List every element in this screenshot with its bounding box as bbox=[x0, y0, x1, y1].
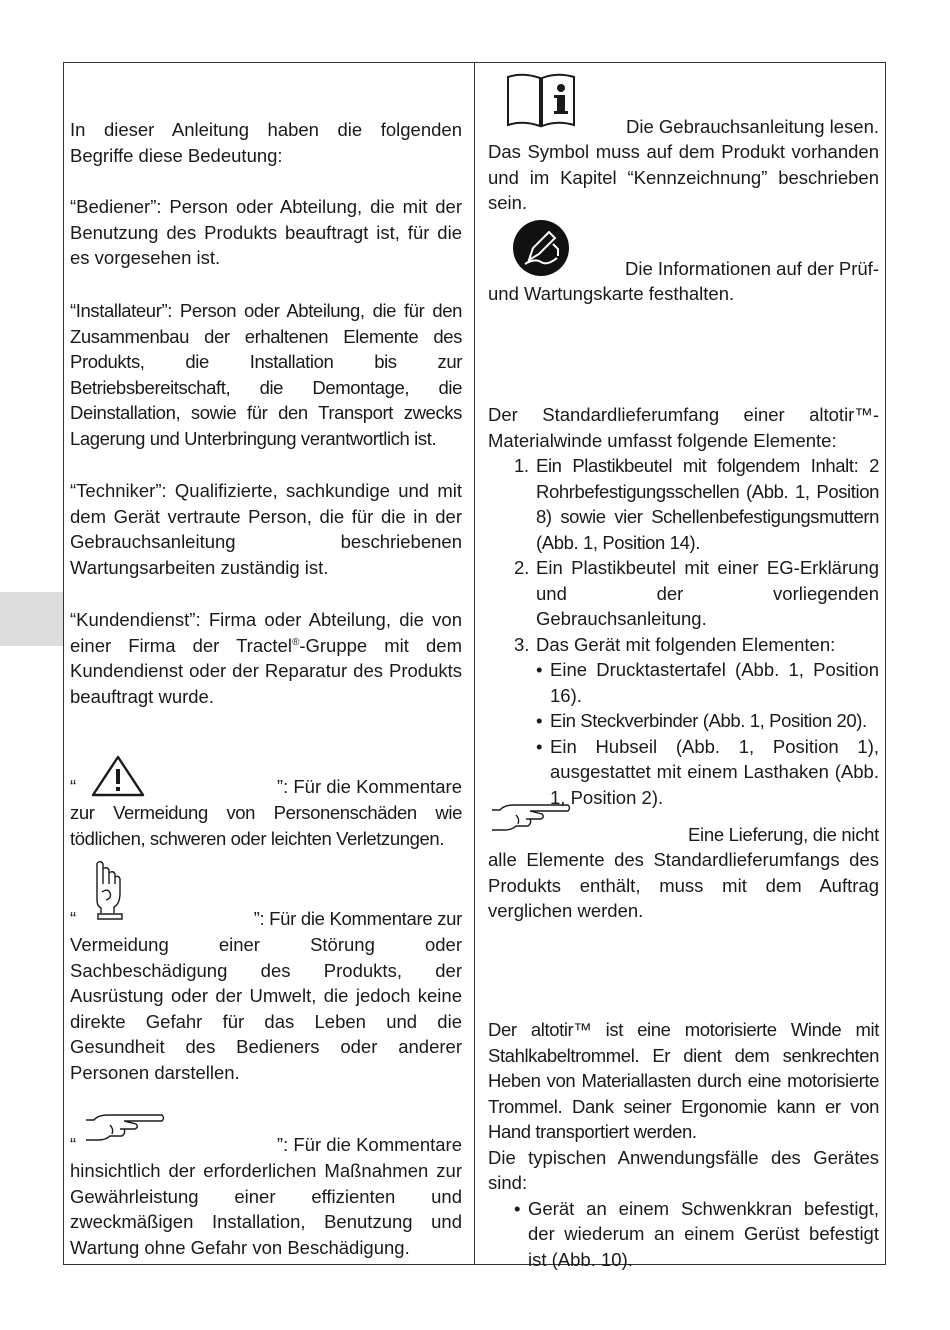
list-number: 2. bbox=[514, 557, 530, 578]
list-text: Das Gerät mit folgenden Elementen: bbox=[536, 633, 836, 655]
definitions-intro bbox=[70, 117, 462, 168]
record-rest bbox=[488, 281, 879, 307]
list-text: Ein Hubseil (Abb. 1, Position 1), ausgestattet mit einem Lasthaken (Abb. 1, Position 2). bbox=[550, 735, 879, 808]
caution-text: Vermeidung einer Störung oder Sachbeschädigung des Produkts, der Ausrüstung oder der Umwelt, die jedoch keine direkte Gefahr für das Leben und die Gesundheit des Bedieners oder anderer Personen darstellen. bbox=[70, 934, 462, 1083]
definition-text: “Techniker”: Qualifizierte, sachkundige und mit dem Gerät vertraute Person, die für die in der Gebrauchsanleitung beschriebenen Wartungsarbeiten zuständig ist. bbox=[70, 480, 462, 578]
pointing-hand-icon bbox=[84, 1112, 166, 1146]
registered-mark: ® bbox=[291, 636, 300, 648]
list-text: Ein Steckverbinder (Abb. 1, Position 20). bbox=[550, 710, 867, 731]
pen-write-icon bbox=[511, 218, 571, 278]
list-text: Ein Plastikbeutel mit einer EG-Erklärung und der vorliegenden Gebrauchsanleitung. bbox=[536, 557, 879, 629]
list-item bbox=[488, 1196, 879, 1273]
function-text: Der altotir™ ist eine motorisierte Winde mit Stahlkabeltrommel. Er dient dem senkrechten Heben von Materiallasten durch eine motorisierte Trommel. Dank seiner Ergonomie kann er von Hand transportiert werden. bbox=[488, 1019, 879, 1142]
pointing-hand-icon bbox=[490, 802, 572, 836]
note-text: hinsichtlich der erforderlichen Maßnahmen zur Gewährleistung einer effizienten und zweckmäßigen Installation, Benutzung und Wartung ohne Gefahr von Beschädigung. bbox=[70, 1160, 462, 1258]
caution-suffix: ”: Für die Kommentare zur bbox=[253, 908, 462, 929]
kundendienst-text-b: -Gruppe mit dem Kundendienst oder der Reparatur des Produkts beauftragt wurde. bbox=[70, 634, 463, 707]
definition-kundendienst bbox=[70, 607, 462, 709]
list-item bbox=[488, 453, 879, 555]
list-text: Gerät an einem Schwenkkran befestigt, der wiederum an einem Gerüst befestigt ist (Abb. 10). bbox=[528, 1197, 879, 1270]
definition-text bbox=[70, 607, 462, 709]
note-description bbox=[70, 1158, 462, 1260]
bullet: • bbox=[536, 735, 543, 757]
list-number: 3. bbox=[514, 633, 530, 655]
list-number: 1. bbox=[514, 455, 529, 476]
delivery-intro: Der Standardlieferumfang einer altotir™-Materialwinde umfasst folgende Elemente: bbox=[488, 404, 879, 451]
incomplete-rest bbox=[488, 847, 879, 924]
kundendienst-text-a: “Kundendienst”: Firma oder Abteilung, die von einer Firma der Tractel bbox=[70, 609, 462, 656]
list-text: Eine Drucktastertafel (Abb. 1, Position 16). bbox=[550, 659, 879, 706]
intro-text: In dieser Anleitung haben die folgenden Begriffe diese Bedeutung: bbox=[70, 119, 462, 166]
bullet: • bbox=[536, 710, 543, 731]
list-text: Ein Plastikbeutel mit folgendem Inhalt: 2 Rohrbefestigungsschellen (Abb. 1, Position 8) sowie vier Schellenbefestigungsmuttern (Abb. 1, Position 14). bbox=[536, 455, 879, 553]
record-first-line: Die Informationen auf der Prüf- bbox=[625, 258, 879, 279]
definition-bediener bbox=[70, 194, 462, 271]
list-item bbox=[488, 555, 879, 632]
warning-triangle-icon bbox=[90, 754, 146, 798]
caution-description bbox=[70, 932, 462, 1085]
list-item bbox=[488, 708, 879, 734]
incomplete-text: alle Elemente des Standardlieferumfangs des Produkts enthält, muss mit dem Auftrag verglichen werden. bbox=[488, 849, 879, 921]
danger-description bbox=[70, 800, 462, 851]
bullet: • bbox=[514, 1197, 521, 1219]
column-divider bbox=[474, 62, 475, 1265]
danger-text: zur Vermeidung von Personenschäden wie tödlichen, schweren oder leichten Verletzungen. bbox=[70, 802, 462, 849]
definition-text: “Installateur”: Person oder Abteilung, die für den Zusammenbau der erhaltenen Elemente des Produkts, die Installation bis zur Betriebsbereitschaft, die Demontage, die Deinstallation, sowie für den Transport zwecks Lagerung und Unterbringung verantwortlich ist. bbox=[70, 300, 462, 449]
hand-stop-icon bbox=[88, 860, 132, 922]
read-manual-rest bbox=[488, 139, 879, 216]
open-quote: “ bbox=[70, 908, 77, 929]
list-item bbox=[488, 734, 879, 811]
open-quote: “ bbox=[70, 776, 77, 797]
danger-suffix: ”: Für die Kommentare bbox=[276, 776, 462, 797]
definition-text: “Bediener”: Person oder Abteilung, die mit der Benutzung des Produkts beauftragt ist, für die es vorgesehen ist. bbox=[70, 196, 462, 268]
applications-intro: Die typischen Anwendungsfälle des Gerätes sind: bbox=[488, 1146, 879, 1193]
bullet: • bbox=[536, 659, 543, 680]
function-section bbox=[488, 1017, 879, 1272]
read-manual-first-line: Die Gebrauchsanleitung lesen. bbox=[626, 116, 879, 137]
open-quote: “ bbox=[70, 1134, 77, 1155]
list-item bbox=[488, 632, 879, 658]
device-elements-list bbox=[488, 657, 879, 810]
book-info-icon bbox=[505, 72, 577, 128]
definition-installateur bbox=[70, 298, 462, 451]
section-tab-marker bbox=[0, 592, 63, 646]
note-suffix: ”: Für die Kommentare bbox=[276, 1134, 462, 1155]
read-manual-text: Das Symbol muss auf dem Produkt vorhanden und im Kapitel “Kennzeichnung” beschrieben sein. bbox=[488, 141, 879, 213]
list-item bbox=[488, 657, 879, 708]
delivery-list bbox=[488, 453, 879, 657]
incomplete-first-line: Eine Lieferung, die nicht bbox=[688, 824, 879, 845]
delivery-section bbox=[488, 402, 879, 810]
record-text: und Wartungskarte festhalten. bbox=[488, 283, 735, 304]
definition-techniker bbox=[70, 478, 462, 580]
